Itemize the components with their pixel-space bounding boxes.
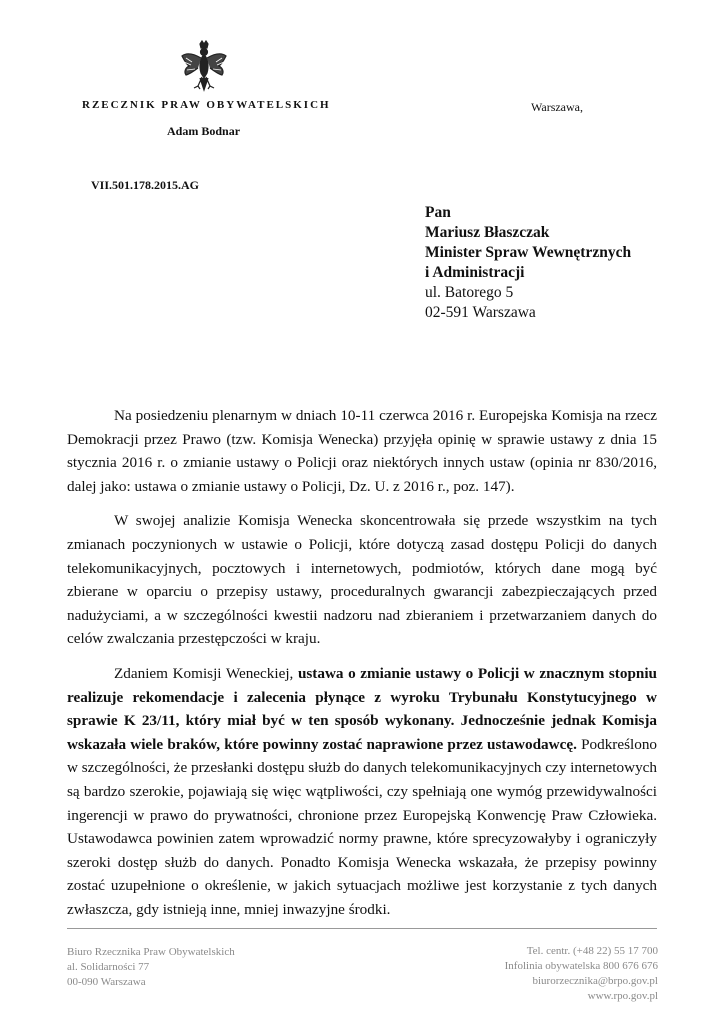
footer-website[interactable]: www.rpo.gov.pl xyxy=(587,990,658,1002)
office-name: RZECZNIK PRAW OBYWATELSKICH xyxy=(82,99,331,111)
addressee-line: i Administracji xyxy=(425,264,525,281)
polish-eagle-emblem-icon xyxy=(180,40,228,92)
paragraph: Na posiedzeniu plenarnym w dniach 10-11 czerwca 2016 r. Europejska Komisja na rzecz Demokracji przez Prawo (tzw. Komisja Wenecka) przyjęła opinię w sprawie ustawy z dnia 15 stycznia 2016 r. o zmianie ustawy o Policji oraz niektórych innych ustaw (opinia nr 830/2016, dalej jako: ustawa o zmianie ustawy o Policji, Dz. U. z 2016 r., poz. 147). xyxy=(67,407,657,495)
footer-email[interactable]: biurorzecznika@brpo.gov.pl xyxy=(532,975,658,987)
footer-line: Infolinia obywatelska 800 676 676 xyxy=(504,960,658,972)
addressee-block xyxy=(425,203,631,323)
addressee-line: Minister Spraw Wewnętrznych xyxy=(425,244,632,261)
addressee-line: ul. Batorego 5 xyxy=(425,284,514,301)
footer-line: Tel. centr. (+48 22) 55 17 700 xyxy=(526,945,658,957)
footer-line: 00-090 Warszawa xyxy=(67,976,146,988)
paragraph: W swojej analizie Komisja Wenecka skoncentrowała się przede wszystkim na tych zmianach poczynionych w ustawie o Policji, które dotyczą zasad dostępu Policji do danych telekomunikacyjnych, pocztowych i internetowych, podmiotów, których dane mogą być zbierane w oparciu o przepisy ustawy, proceduralnych gwarancji zabezpieczających przed nadużyciami, a w szczególności kwestii nadzoru nad zbieraniem i przetwarzaniem danych do celów zwalczania przestępczości w kraju. xyxy=(67,512,657,648)
footer-line: al. Solidarności 77 xyxy=(67,961,150,973)
letter-body xyxy=(67,404,657,932)
reference-number: VII.501.178.2015.AG xyxy=(91,178,200,192)
footer-address xyxy=(67,945,235,990)
paragraph-text: Podkreślono w szczególności, że przesłanki dostępu służb do danych telekomunikacyjnych czy internetowych są bardzo szerokie, pojawiają się więc wątpliwości, czy spełniają one wymóg przewidywalności ingerencji w prawo do prywatności, chronione przez Europejską Konwencję Praw Człowieka. Ustawodawca powinien zatem wprowadzić normy prawne, które sprecyzowałyby i ograniczyły szeroki dostęp służb do danych. Ponadto Komisja Wenecka wskazała, że przepisy powinny zostać uzupełnione o określenie, w jakich sytuacjach możliwe jest korzystanie z tych danych zwłaszcza, gdy istnieją inne, mniej inwazyjne środki. xyxy=(67,735,658,918)
footer-contact xyxy=(505,944,658,1004)
paragraph-text: Zdaniem Komisji Weneckiej, xyxy=(114,664,298,682)
addressee-line: 02-591 Warszawa xyxy=(425,304,536,321)
footer-divider xyxy=(67,928,657,929)
ombudsman-name: Adam Bodnar xyxy=(167,124,241,138)
addressee-line: Mariusz Błaszczak xyxy=(425,224,550,241)
footer-line: Biuro Rzecznika Praw Obywatelskich xyxy=(67,946,235,958)
city-date: Warszawa, xyxy=(531,100,584,114)
addressee-line: Pan xyxy=(425,204,451,221)
paragraph xyxy=(67,662,657,922)
paragraph-bold-text: ustawa o zmianie ustawy o Policji w znacznym stopniu realizuje rekomendacje i zalecenia płynące z wyroku Trybunału Konstytucyjnego w sprawie K 23/11, który miał być w ten sposób wykonany. Jednocześnie jednak Komisja wskazała wiele braków, które powinny zostać naprawione przez ustawodawcę. xyxy=(67,664,657,753)
